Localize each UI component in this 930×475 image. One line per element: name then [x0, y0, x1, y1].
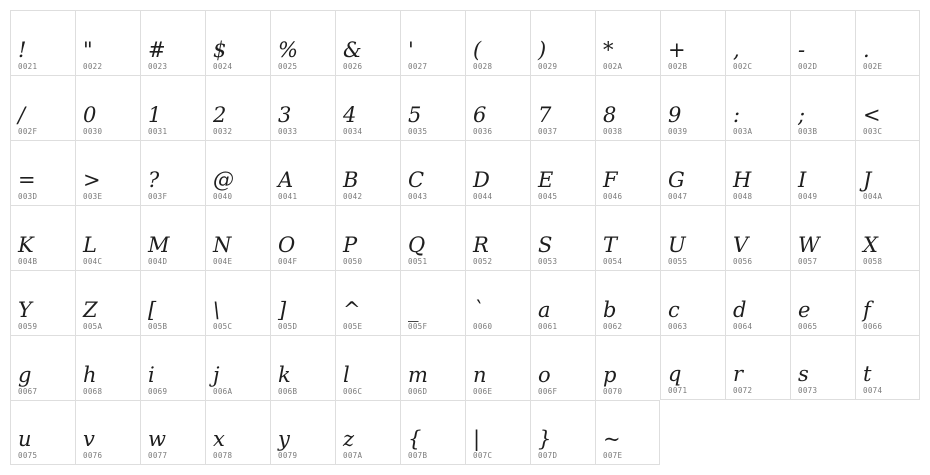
glyph-code-label: 0050	[343, 256, 363, 266]
glyph-code-label: 0062	[603, 321, 623, 331]
glyph-cell[interactable]	[75, 75, 140, 140]
glyph-code-label: 005B	[148, 321, 168, 331]
glyph-code-label: 002D	[798, 61, 818, 71]
glyph-cell[interactable]	[660, 335, 725, 400]
glyph-cell[interactable]	[140, 270, 205, 335]
glyph-code-label: 003F	[148, 191, 168, 201]
glyph-char: P	[343, 233, 358, 257]
glyph-code-label: 0032	[213, 126, 233, 136]
glyph-cell[interactable]	[595, 400, 660, 465]
glyph-cell[interactable]	[725, 270, 790, 335]
glyph-cell[interactable]	[140, 75, 205, 140]
glyph-cell[interactable]	[595, 270, 660, 335]
glyph-cell[interactable]	[75, 205, 140, 270]
glyph-char: ,	[733, 38, 740, 62]
glyph-cell[interactable]	[10, 335, 75, 400]
glyph-cell[interactable]	[400, 205, 465, 270]
glyph-cell[interactable]	[10, 75, 75, 140]
glyph-code-label: 0072	[733, 385, 753, 395]
glyph-cell[interactable]	[205, 140, 270, 205]
glyph-cell[interactable]	[400, 10, 465, 75]
glyph-cell[interactable]	[335, 140, 400, 205]
glyph-char: |	[473, 427, 481, 451]
glyph-code-label: 006B	[278, 386, 298, 396]
glyph-cell[interactable]	[75, 400, 140, 465]
glyph-char: 3	[278, 103, 292, 127]
glyph-code-label: 0079	[278, 450, 298, 460]
glyph-code-label: 0023	[148, 61, 168, 71]
glyph-code-label: 0028	[473, 61, 493, 71]
glyph-cell[interactable]	[10, 400, 75, 465]
glyph-char: Z	[83, 298, 98, 322]
glyph-code-label: 0037	[538, 126, 558, 136]
glyph-cell[interactable]	[790, 335, 855, 400]
glyph-cell[interactable]	[790, 205, 855, 270]
glyph-cell[interactable]	[660, 10, 725, 75]
glyph-cell[interactable]	[140, 205, 205, 270]
glyph-code-label: 0045	[538, 191, 558, 201]
glyph-char: c	[668, 298, 680, 322]
glyph-char: }	[538, 427, 552, 451]
glyph-code-label: 0025	[278, 61, 298, 71]
glyph-code-label: 003C	[863, 126, 883, 136]
glyph-char: n	[473, 363, 487, 387]
glyph-cell[interactable]	[530, 400, 595, 465]
glyph-code-label: 0031	[148, 126, 168, 136]
glyph-char: ;	[798, 103, 806, 127]
glyph-char: >	[83, 168, 101, 192]
glyph-code-label: 0073	[798, 385, 818, 395]
glyph-code-label: 0041	[278, 191, 298, 201]
glyph-char: #	[148, 38, 166, 62]
glyph-char: j	[213, 363, 220, 387]
glyph-cell[interactable]	[335, 205, 400, 270]
glyph-code-label: 0054	[603, 256, 623, 266]
glyph-char: $	[213, 38, 227, 62]
glyph-cell[interactable]	[660, 205, 725, 270]
glyph-char: T	[603, 233, 618, 257]
glyph-cell[interactable]	[335, 10, 400, 75]
glyph-code-label: 0021	[18, 61, 38, 71]
glyph-code-label: 0068	[83, 386, 103, 396]
glyph-cell[interactable]	[270, 400, 335, 465]
glyph-code-label: 0077	[148, 450, 168, 460]
glyph-char: F	[603, 168, 618, 192]
glyph-cell[interactable]	[140, 400, 205, 465]
glyph-code-label: 0048	[733, 191, 753, 201]
glyph-char: (	[473, 38, 482, 62]
glyph-char: V	[733, 233, 749, 257]
glyph-char: 4	[343, 103, 357, 127]
glyph-code-label: 0061	[538, 321, 558, 331]
glyph-cell[interactable]	[10, 270, 75, 335]
glyph-code-label: 0053	[538, 256, 558, 266]
glyph-cell[interactable]	[335, 400, 400, 465]
glyph-code-label: 0064	[733, 321, 753, 331]
glyph-code-label: 002C	[733, 61, 753, 71]
glyph-code-label: 0065	[798, 321, 818, 331]
glyph-cell[interactable]	[855, 140, 920, 205]
glyph-char: z	[343, 427, 355, 451]
glyph-cell[interactable]	[400, 140, 465, 205]
glyph-code-label: 0071	[668, 385, 688, 395]
glyph-code-label: 0043	[408, 191, 428, 201]
glyph-cell[interactable]	[465, 10, 530, 75]
glyph-char: G	[668, 168, 685, 192]
glyph-char: J	[863, 168, 872, 192]
glyph-char: -	[798, 38, 806, 62]
glyph-code-label: 0066	[863, 321, 883, 331]
glyph-char: S	[538, 233, 553, 257]
glyph-code-label: 005F	[408, 321, 428, 331]
glyph-cell[interactable]	[400, 335, 465, 400]
glyph-code-label: 006E	[473, 386, 493, 396]
glyph-cell[interactable]	[595, 75, 660, 140]
glyph-code-label: 0063	[668, 321, 688, 331]
glyph-code-label: 007D	[538, 450, 558, 460]
glyph-char: x	[213, 427, 225, 451]
glyph-cell[interactable]	[205, 335, 270, 400]
glyph-code-label: 0047	[668, 191, 688, 201]
glyph-cell[interactable]	[270, 10, 335, 75]
glyph-cell[interactable]	[335, 335, 400, 400]
glyph-char: q	[668, 362, 682, 386]
glyph-char: '	[408, 38, 414, 62]
glyph-char: _	[408, 298, 419, 322]
glyph-char: H	[733, 168, 752, 192]
glyph-cell[interactable]	[400, 75, 465, 140]
glyph-char: N	[213, 233, 232, 257]
glyph-char: @	[213, 168, 234, 192]
glyph-char: +	[668, 38, 686, 62]
glyph-char: W	[798, 233, 820, 257]
glyph-char: l	[343, 363, 350, 387]
glyph-char: .	[863, 38, 870, 62]
glyph-code-label: 007B	[408, 450, 428, 460]
glyph-code-label: 003B	[798, 126, 818, 136]
glyph-char: ~	[603, 427, 621, 451]
glyph-code-label: 0069	[148, 386, 168, 396]
glyph-char: 5	[408, 103, 422, 127]
glyph-char: b	[603, 298, 617, 322]
glyph-char: 1	[148, 103, 162, 127]
glyph-code-label: 0055	[668, 256, 688, 266]
glyph-code-label: 005A	[83, 321, 103, 331]
glyph-cell[interactable]	[10, 140, 75, 205]
glyph-code-label: 0024	[213, 61, 233, 71]
glyph-cell[interactable]	[530, 335, 595, 400]
glyph-code-label: 0051	[408, 256, 428, 266]
glyph-code-label: 0030	[83, 126, 103, 136]
glyph-code-label: 006F	[538, 386, 558, 396]
glyph-cell[interactable]	[790, 140, 855, 205]
glyph-code-label: 0038	[603, 126, 623, 136]
glyph-code-label: 004B	[18, 256, 38, 266]
glyph-char: M	[148, 233, 170, 257]
glyph-char: t	[863, 362, 872, 386]
glyph-cell[interactable]	[660, 270, 725, 335]
glyph-code-label: 0042	[343, 191, 363, 201]
glyph-char: a	[538, 298, 551, 322]
glyph-cell[interactable]	[595, 205, 660, 270]
glyph-code-label: 0022	[83, 61, 103, 71]
glyph-code-label: 002F	[18, 126, 38, 136]
glyph-code-label: 0026	[343, 61, 363, 71]
glyph-code-label: 0044	[473, 191, 493, 201]
glyph-char: ]	[278, 298, 287, 322]
glyph-code-label: 0034	[343, 126, 363, 136]
glyph-cell[interactable]	[855, 335, 920, 400]
glyph-cell[interactable]	[270, 270, 335, 335]
glyph-char: r	[733, 362, 744, 386]
glyph-char: e	[798, 298, 811, 322]
glyph-cell[interactable]	[660, 75, 725, 140]
glyph-char: p	[603, 363, 617, 387]
glyph-code-label: 0039	[668, 126, 688, 136]
glyph-code-label: 0046	[603, 191, 623, 201]
glyph-cell[interactable]	[75, 10, 140, 75]
glyph-char: i	[148, 363, 155, 387]
glyph-cell[interactable]	[465, 270, 530, 335]
glyph-char: !	[18, 38, 27, 62]
glyph-char: %	[278, 38, 298, 62]
glyph-code-label: 005C	[213, 321, 233, 331]
glyph-char: B	[343, 168, 359, 192]
glyph-code-label: 006C	[343, 386, 363, 396]
glyph-char: Y	[18, 298, 32, 322]
glyph-char: )	[538, 38, 547, 62]
glyph-cell[interactable]	[855, 75, 920, 140]
glyph-cell[interactable]	[140, 140, 205, 205]
glyph-code-label: 006D	[408, 386, 428, 396]
glyph-cell[interactable]	[270, 140, 335, 205]
glyph-cell[interactable]	[270, 205, 335, 270]
glyph-char: Q	[408, 233, 426, 257]
glyph-cell[interactable]	[465, 205, 530, 270]
glyph-cell[interactable]	[400, 400, 465, 465]
glyph-char: I	[798, 168, 807, 192]
glyph-cell[interactable]	[400, 270, 465, 335]
glyph-char: w	[148, 427, 166, 451]
glyph-char: :	[733, 103, 741, 127]
glyph-cell[interactable]	[465, 75, 530, 140]
glyph-cell[interactable]	[205, 75, 270, 140]
glyph-char: C	[408, 168, 425, 192]
glyph-cell[interactable]	[75, 335, 140, 400]
glyph-char: E	[538, 168, 554, 192]
glyph-code-label: 0057	[798, 256, 818, 266]
glyph-char: &	[343, 38, 362, 62]
glyph-char: k	[278, 363, 291, 387]
glyph-cell[interactable]	[75, 140, 140, 205]
glyph-code-label: 004F	[278, 256, 298, 266]
glyph-cell[interactable]	[75, 270, 140, 335]
glyph-cell[interactable]	[725, 335, 790, 400]
glyph-code-label: 002B	[668, 61, 688, 71]
glyph-cell[interactable]	[140, 335, 205, 400]
glyph-char: L	[83, 233, 97, 257]
glyph-code-label: 0027	[408, 61, 428, 71]
glyph-cell[interactable]	[335, 270, 400, 335]
glyph-char: *	[603, 38, 614, 62]
glyph-char: d	[733, 298, 747, 322]
glyph-cell[interactable]	[660, 140, 725, 205]
glyph-cell[interactable]	[725, 205, 790, 270]
glyph-char: 8	[603, 103, 617, 127]
glyph-cell[interactable]	[790, 270, 855, 335]
glyph-code-label: 006A	[213, 386, 233, 396]
glyph-code-label: 0075	[18, 450, 38, 460]
glyph-char: 9	[668, 103, 682, 127]
glyph-cell[interactable]	[855, 205, 920, 270]
glyph-code-label: 0074	[863, 385, 883, 395]
glyph-char: ?	[148, 168, 160, 192]
glyph-code-label: 004D	[148, 256, 168, 266]
glyph-code-label: 0059	[18, 321, 38, 331]
glyph-code-label: 0078	[213, 450, 233, 460]
glyph-code-label: 0060	[473, 321, 493, 331]
glyph-char: m	[408, 363, 428, 387]
glyph-char: f	[863, 298, 871, 322]
glyph-cell[interactable]	[595, 335, 660, 400]
glyph-code-label: 007A	[343, 450, 363, 460]
glyph-cell[interactable]	[465, 400, 530, 465]
glyph-code-label: 0035	[408, 126, 428, 136]
glyph-char: "	[83, 38, 93, 62]
glyph-cell[interactable]	[725, 75, 790, 140]
glyph-char: y	[278, 427, 290, 451]
glyph-cell[interactable]	[270, 335, 335, 400]
glyph-char: g	[18, 363, 32, 387]
glyph-char: u	[18, 427, 32, 451]
glyph-cell[interactable]	[530, 270, 595, 335]
glyph-char: \	[213, 298, 221, 322]
glyph-code-label: 004A	[863, 191, 883, 201]
glyph-grid	[10, 10, 920, 465]
glyph-char: =	[18, 168, 36, 192]
glyph-cell[interactable]	[790, 10, 855, 75]
glyph-char: A	[278, 168, 294, 192]
glyph-cell[interactable]	[335, 75, 400, 140]
glyph-code-label: 0052	[473, 256, 493, 266]
glyph-code-label: 0076	[83, 450, 103, 460]
glyph-cell[interactable]	[855, 10, 920, 75]
glyph-char: /	[18, 103, 26, 127]
glyph-char: 2	[213, 103, 227, 127]
glyph-cell[interactable]	[465, 140, 530, 205]
glyph-cell[interactable]	[205, 400, 270, 465]
glyph-code-label: 0049	[798, 191, 818, 201]
glyph-code-label: 005D	[278, 321, 298, 331]
glyph-code-label: 003D	[18, 191, 38, 201]
glyph-char: `	[473, 298, 484, 322]
glyph-code-label: 0040	[213, 191, 233, 201]
glyph-code-label: 005E	[343, 321, 363, 331]
glyph-char: 0	[83, 103, 97, 127]
glyph-char: s	[798, 362, 809, 386]
glyph-cell[interactable]	[725, 140, 790, 205]
glyph-code-label: 002E	[863, 61, 883, 71]
glyph-cell[interactable]	[725, 10, 790, 75]
glyph-cell[interactable]	[205, 10, 270, 75]
glyph-code-label: 007C	[473, 450, 493, 460]
glyph-cell[interactable]	[595, 10, 660, 75]
glyph-char: h	[83, 363, 97, 387]
glyph-code-label: 003E	[83, 191, 103, 201]
glyph-char: {	[408, 427, 422, 451]
glyph-char: X	[863, 233, 878, 257]
glyph-cell[interactable]	[270, 75, 335, 140]
glyph-code-label: 002A	[603, 61, 623, 71]
glyph-code-label: 0033	[278, 126, 298, 136]
glyph-cell[interactable]	[205, 270, 270, 335]
glyph-char: 6	[473, 103, 487, 127]
glyph-char: ^	[343, 298, 361, 322]
glyph-char: O	[278, 233, 296, 257]
glyph-char: [	[148, 298, 157, 322]
glyph-cell[interactable]	[465, 335, 530, 400]
glyph-cell[interactable]	[790, 75, 855, 140]
glyph-char: 7	[538, 103, 552, 127]
glyph-cell[interactable]	[855, 270, 920, 335]
glyph-char: U	[668, 233, 686, 257]
glyph-cell[interactable]	[530, 10, 595, 75]
glyph-code-label: 0056	[733, 256, 753, 266]
glyph-cell[interactable]	[140, 10, 205, 75]
glyph-code-label: 0067	[18, 386, 38, 396]
glyph-code-label: 007E	[603, 450, 623, 460]
glyph-char: <	[863, 103, 881, 127]
glyph-code-label: 004C	[83, 256, 103, 266]
glyph-code-label: 0058	[863, 256, 883, 266]
glyph-code-label: 0029	[538, 61, 558, 71]
glyph-cell[interactable]	[530, 205, 595, 270]
glyph-cell[interactable]	[10, 10, 75, 75]
glyph-char: v	[83, 427, 95, 451]
glyph-cell[interactable]	[530, 140, 595, 205]
glyph-char: o	[538, 363, 551, 387]
glyph-char: R	[473, 233, 489, 257]
glyph-char: K	[18, 233, 34, 257]
glyph-char: D	[473, 168, 490, 192]
glyph-code-label: 004E	[213, 256, 233, 266]
glyph-code-label: 0036	[473, 126, 493, 136]
glyph-code-label: 0070	[603, 386, 623, 396]
glyph-code-label: 003A	[733, 126, 753, 136]
glyph-cell[interactable]	[595, 140, 660, 205]
glyph-cell[interactable]	[10, 205, 75, 270]
glyph-cell[interactable]	[530, 75, 595, 140]
glyph-cell[interactable]	[205, 205, 270, 270]
